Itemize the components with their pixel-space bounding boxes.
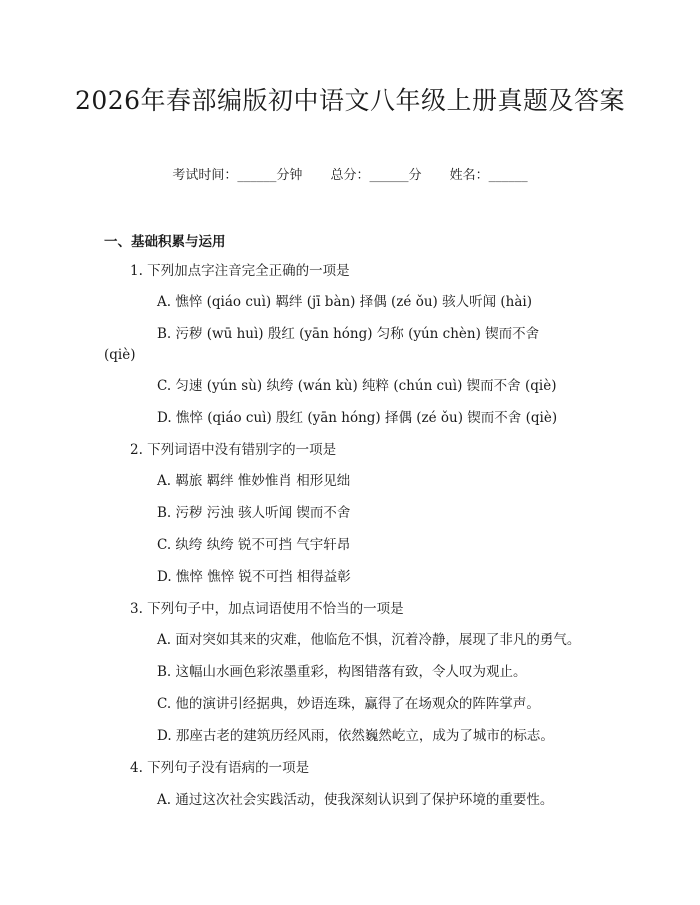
question-stem: 4. 下列句子没有语病的一项是: [130, 760, 310, 776]
option-item: D. 憔悴 憔悴 锐不可挡 相得益彰: [157, 569, 351, 585]
total-score-unit: 分: [408, 168, 422, 183]
option-item: C. 他的演讲引经据典，妙语连珠，赢得了在场观众的阵阵掌声。: [157, 696, 540, 712]
option-item-continuation: (qiè): [104, 347, 136, 363]
question-stem: 2. 下列词语中没有错别字的一项是: [130, 442, 337, 458]
option-item: C. 匀速 (yún sù) 纨绔 (wán kù) 纯粹 (chún cuì) 锲而不舍 (qiè): [157, 378, 557, 394]
option-item: D. 憔悴 (qiáo cuì) 殷红 (yān hóng) 择偶 (zé ǒu) 锲而不舍 (qiè): [157, 410, 558, 426]
exam-time-field: [172, 168, 302, 183]
exam-info-line: [0, 167, 700, 185]
option-item: A. 面对突如其来的灾难，他临危不惧，沉着冷静，展现了非凡的勇气。: [157, 632, 581, 648]
question-stem: 3. 下列句子中，加点词语使用不恰当的一项是: [130, 601, 404, 617]
exam-time-label: 考试时间：: [172, 168, 238, 183]
section-heading: 一、基础积累与运用: [104, 234, 226, 250]
option-item: A. 憔悴 (qiáo cuì) 羁绊 (jī bàn) 择偶 (zé ǒu) 骇人听闻 (hài): [157, 294, 532, 310]
total-score-label: 总分：: [330, 168, 370, 183]
option-item: A. 羁旅 羁绊 惟妙惟肖 相形见绌: [157, 473, 351, 489]
total-score-field: [330, 168, 421, 183]
exam-time-blank: ______: [237, 168, 277, 183]
option-item: C. 纨绔 纨绔 锐不可挡 气宇轩昂: [157, 537, 351, 553]
name-field: [450, 168, 528, 183]
exam-time-unit: 分钟: [276, 168, 303, 183]
option-item: D. 那座古老的建筑历经风雨，依然巍然屹立，成为了城市的标志。: [157, 728, 554, 744]
option-item: B. 污秽 污浊 骇人听闻 锲而不舍: [157, 505, 351, 521]
name-blank: ______: [488, 168, 528, 183]
option-item: B. 这幅山水画色彩浓墨重彩，构图错落有致，令人叹为观止。: [157, 664, 527, 680]
document-title: 2026年春部编版初中语文八年级上册真题及答案: [74, 86, 626, 115]
total-score-blank: ______: [369, 168, 409, 183]
question-stem: 1. 下列加点字注音完全正确的一项是: [130, 263, 350, 279]
option-item: B. 污秽 (wū huì) 殷红 (yān hóng) 匀称 (yún chèn) 锲而不舍: [157, 326, 540, 342]
name-label: 姓名：: [449, 168, 489, 183]
option-item: A. 通过这次社会实践活动，使我深刻认识到了保护环境的重要性。: [157, 792, 554, 808]
